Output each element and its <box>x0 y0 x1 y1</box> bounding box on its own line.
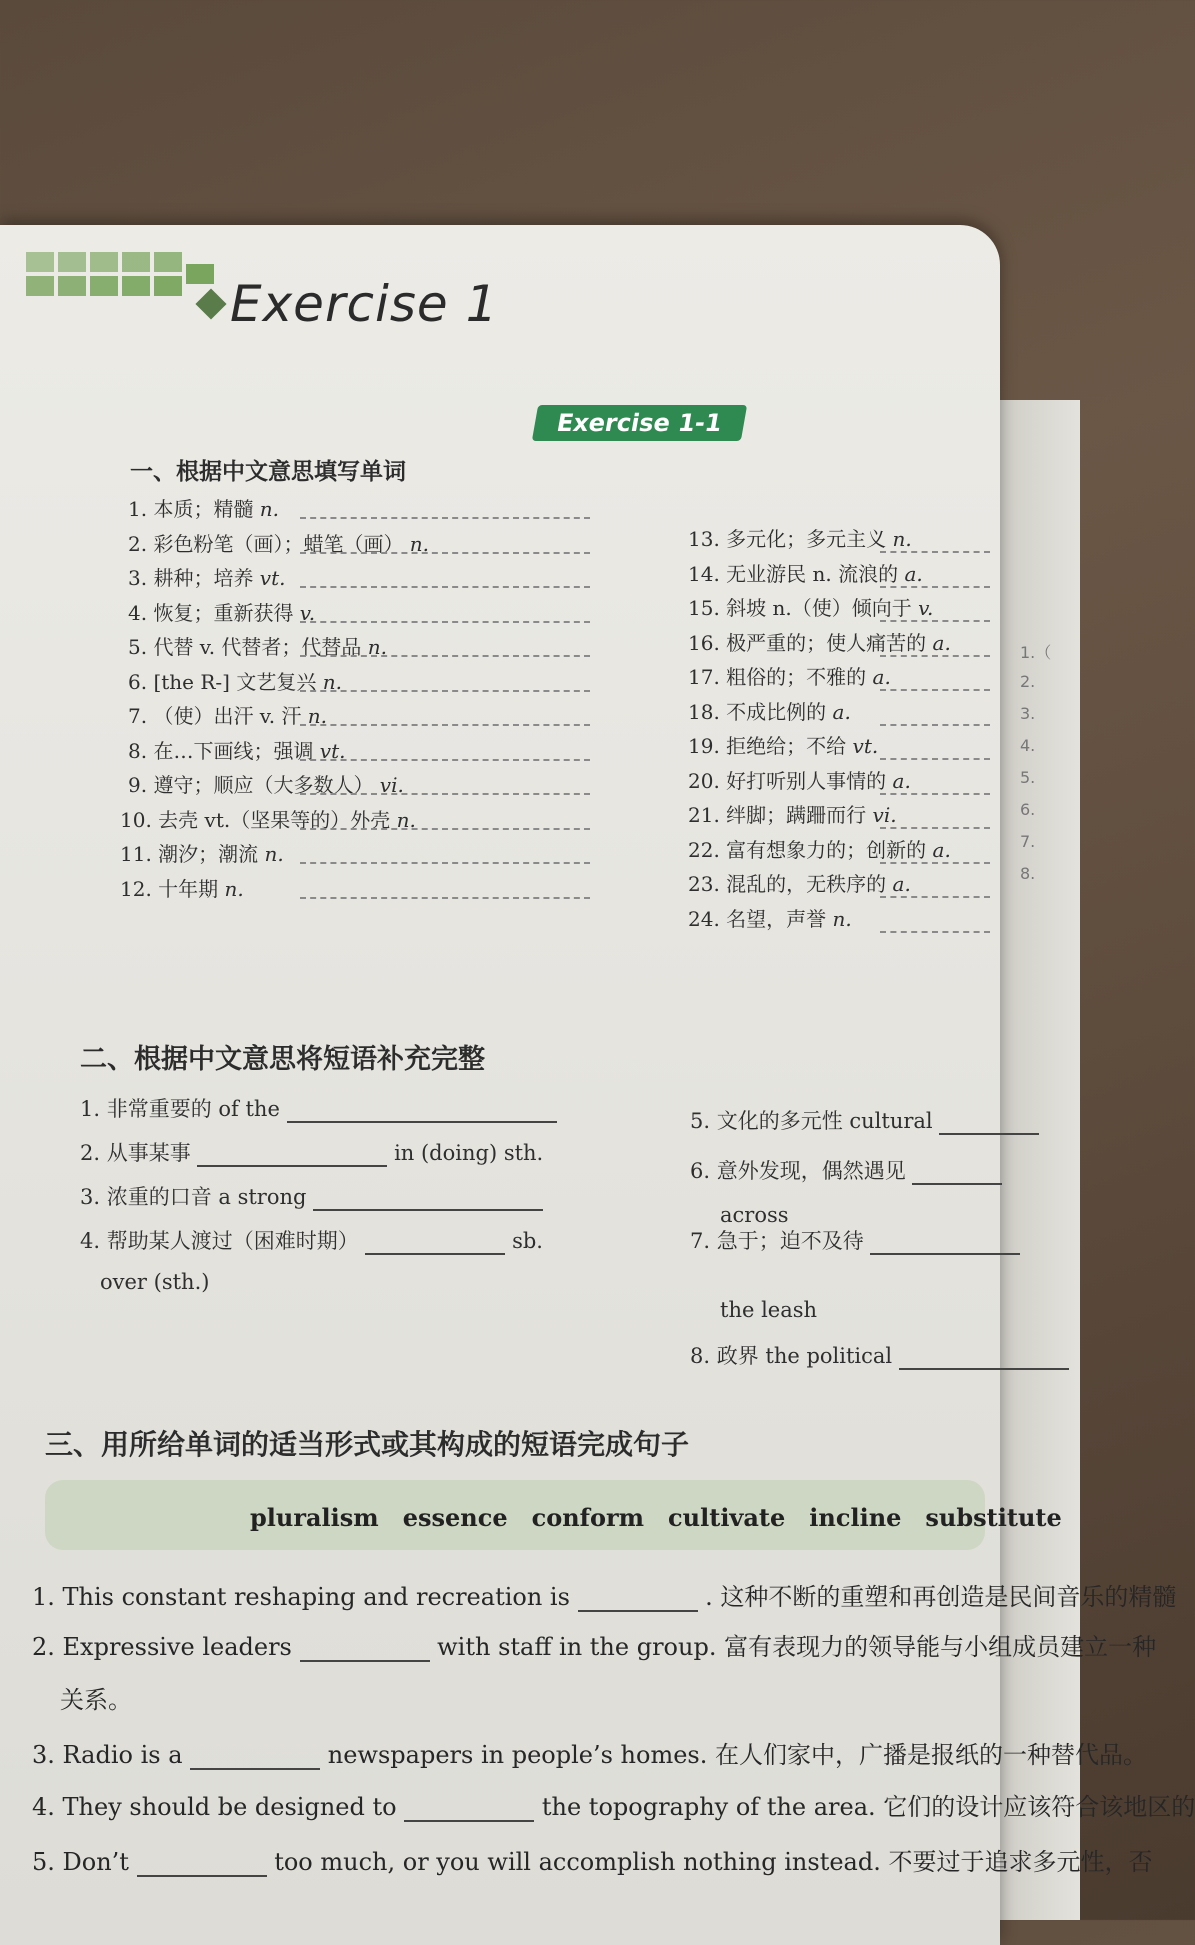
answer-blank <box>404 1794 534 1822</box>
answer-line <box>880 586 990 588</box>
part-of-speech: a. <box>932 837 951 862</box>
word-item: 10. 去壳 vt.（坚果等的）外壳 n. <box>120 807 416 832</box>
answer-blank <box>197 1145 387 1167</box>
word-item: 12. 十年期 n. <box>120 876 244 901</box>
answer-line <box>880 931 990 933</box>
word-bank-item: cultivate <box>668 1503 786 1532</box>
word-bank-item: incline <box>809 1503 902 1532</box>
word-item: 14. 无业游民 n. 流浪的 a. <box>688 561 923 586</box>
phrase-item: 6. 意外发现，偶然遇见 <box>690 1155 1002 1185</box>
answer-blank <box>365 1233 505 1255</box>
square-1 <box>58 252 86 272</box>
side-item-number: 8. <box>1020 864 1036 883</box>
word-item: 21. 绊脚；蹒跚而行 vi. <box>688 803 897 827</box>
word-item: 24. 名望，声誉 n. <box>688 906 852 931</box>
word-item: 15. 斜坡 n.（使）倾向于 v. <box>688 596 934 620</box>
answer-blank <box>287 1101 557 1123</box>
answer-line <box>300 828 590 830</box>
part-of-speech: a. <box>892 768 911 793</box>
side-item-number: 4. <box>1020 736 1036 755</box>
word-item: 2. 彩色粉笔（画）；蜡笔（画） n. <box>128 531 430 556</box>
answer-blank <box>912 1163 1002 1185</box>
side-item-number: 3. <box>1020 704 1036 723</box>
answer-blank <box>190 1742 320 1770</box>
answer-blank <box>578 1584 698 1612</box>
part-of-speech: n. <box>409 531 430 556</box>
answer-line <box>880 724 990 726</box>
part-of-speech: n. <box>224 876 244 901</box>
part-of-speech: n. <box>832 906 852 931</box>
part-of-speech: a. <box>904 561 923 586</box>
answer-blank <box>313 1189 543 1211</box>
answer-line <box>880 620 990 622</box>
part-of-speech: n. <box>367 635 388 659</box>
word-item: 17. 粗俗的；不雅的 a. <box>688 665 891 689</box>
answer-line <box>300 517 590 519</box>
sentence-tail: . 这种不断的重塑和再创造是民间音乐的精髓 <box>697 1583 1177 1611</box>
phrase-item: 7. 急于；迫不及待 <box>690 1225 1020 1255</box>
square-10 <box>186 264 214 284</box>
phrase-continuation: across <box>720 1203 789 1227</box>
phrase-continuation: the leash <box>720 1298 818 1322</box>
part-of-speech: v. <box>918 596 934 620</box>
answer-line <box>300 586 590 588</box>
sentence-tail: too much, or you will accomplish nothing instead. 不要过于追求多元性，否 <box>266 1848 1153 1876</box>
side-item-number: 2. <box>1020 672 1036 691</box>
part-of-speech: vt. <box>259 566 286 590</box>
word-item: 18. 不成比例的 a. <box>688 699 851 724</box>
phrase-item: 5. 文化的多元性 cultural <box>690 1105 1039 1135</box>
part-of-speech: n. <box>259 497 280 521</box>
answer-line <box>880 689 990 691</box>
part-of-speech: n. <box>396 807 416 832</box>
word-item: 16. 极严重的；使人痛苦的 a. <box>688 630 951 655</box>
part-of-speech: a. <box>832 699 851 724</box>
part-of-speech: n. <box>322 669 342 694</box>
part-of-speech: a. <box>932 630 951 655</box>
section3-heading: 三、用所给单词的适当形式或其构成的短语完成句子 <box>45 1428 690 1461</box>
square-9 <box>154 276 182 296</box>
sentence: 1. This constant reshaping and recreation is . 这种不断的重塑和再创造是民间音乐的精髓 <box>32 1583 1177 1611</box>
answer-line <box>300 759 590 761</box>
section1-heading: 一、根据中文意思填写单词 <box>130 459 406 485</box>
square-7 <box>90 276 118 296</box>
square-4 <box>154 252 182 272</box>
answer-line <box>880 862 990 864</box>
side-item-number: 6. <box>1020 800 1036 819</box>
sentence: 关系。 <box>60 1686 132 1714</box>
answer-line <box>880 827 990 829</box>
part-of-speech: vt. <box>852 734 879 758</box>
phrase-item: 4. 帮助某人渡过（困难时期） sb. <box>80 1229 543 1253</box>
part-of-speech: n. <box>307 704 328 728</box>
phrase-item: 3. 浓重的口音 a strong <box>80 1181 543 1211</box>
word-item: 11. 潮汐；潮流 n. <box>120 842 284 866</box>
word-item: 6. [the R-] 文艺复兴 n. <box>128 669 342 694</box>
word-item: 23. 混乱的，无秩序的 a. <box>688 872 911 896</box>
answer-line <box>880 793 990 795</box>
adjacent-page <box>1000 400 1080 1920</box>
part-of-speech: a. <box>872 665 891 689</box>
word-bank-item: pluralism <box>250 1503 379 1532</box>
answer-line <box>300 793 590 795</box>
word-item: 22. 富有想象力的；创新的 a. <box>688 837 951 862</box>
square-5 <box>26 276 54 296</box>
part-of-speech: a. <box>892 872 911 896</box>
diamond-icon <box>195 288 226 319</box>
word-item: 19. 拒绝给；不给 vt. <box>688 734 879 758</box>
phrase-tail: in (doing) sth. <box>387 1141 544 1165</box>
word-item: 8. 在…下画线；强调 vt. <box>128 738 346 763</box>
word-bank-item: conform <box>531 1503 645 1532</box>
square-2 <box>90 252 118 272</box>
word-bank <box>250 1503 1086 1532</box>
word-bank-item: substitute <box>925 1503 1062 1532</box>
word-item: 1. 本质；精髓 n. <box>128 497 280 521</box>
phrase-tail: sb. <box>505 1229 543 1253</box>
answer-line <box>300 862 590 864</box>
side-item-number: 1.（ <box>1020 643 1052 662</box>
phrase-item: 8. 政界 the political <box>690 1340 1069 1370</box>
sentence: 4. They should be designed to the topography of the area. 它们的设计应该符合该地区的 <box>32 1793 1195 1821</box>
phrase-item: 2. 从事某事 in (doing) sth. <box>80 1141 544 1165</box>
part-of-speech: vi. <box>872 803 897 827</box>
part-of-speech: v. <box>299 600 316 625</box>
sentence-tail: newspapers in people’s homes. 在人们家中，广播是报纸的一种替代品。 <box>320 1741 1147 1769</box>
exercise-badge: Exercise 1-1 <box>532 405 747 441</box>
word-item: 20. 好打听别人事情的 a. <box>688 768 911 793</box>
part-of-speech: n. <box>892 527 912 551</box>
answer-blank <box>899 1348 1069 1370</box>
phrase-continuation: over (sth.) <box>100 1270 210 1294</box>
sentence: 5. Don’t too much, or you will accomplish nothing instead. 不要过于追求多元性，否 <box>32 1848 1153 1876</box>
phrase-item: 1. 非常重要的 of the <box>80 1093 557 1123</box>
answer-line <box>300 724 590 726</box>
side-item-number: 5. <box>1020 768 1036 787</box>
word-item: 5. 代替 v. 代替者；代替品 n. <box>128 635 388 659</box>
square-8 <box>122 276 150 296</box>
answer-line <box>300 897 590 899</box>
sentence: 2. Expressive leaders with staff in the group. 富有表现力的领导能与小组成员建立一种 <box>32 1633 1157 1661</box>
answer-line <box>300 690 590 692</box>
answer-line <box>300 552 590 554</box>
answer-line <box>880 758 990 760</box>
answer-line <box>300 655 590 657</box>
part-of-speech: vi. <box>379 773 404 797</box>
sentence-tail: the topography of the area. 它们的设计应该符合该地区的 <box>534 1793 1195 1821</box>
sentence: 3. Radio is a newspapers in people’s homes. 在人们家中，广播是报纸的一种替代品。 <box>32 1741 1147 1769</box>
answer-blank <box>300 1634 430 1662</box>
part-of-speech: vt. <box>319 738 346 763</box>
answer-line <box>300 621 590 623</box>
answer-blank <box>137 1849 267 1877</box>
word-item: 13. 多元化；多元主义 n. <box>688 527 912 551</box>
side-item-number: 7. <box>1020 832 1036 851</box>
sentence-tail: with staff in the group. 富有表现力的领导能与小组成员建立一种 <box>429 1633 1157 1661</box>
section2-heading: 二、根据中文意思将短语补充完整 <box>80 1044 485 1075</box>
square-0 <box>26 252 54 272</box>
part-of-speech: n. <box>264 842 284 866</box>
workbook-page <box>0 225 1195 1945</box>
word-item: 4. 恢复；重新获得 v. <box>128 600 316 625</box>
answer-line <box>880 655 990 657</box>
answer-line <box>880 896 990 898</box>
word-item: 3. 耕种；培养 vt. <box>128 566 286 590</box>
square-6 <box>58 276 86 296</box>
page-title: Exercise 1 <box>230 275 499 333</box>
answer-line <box>880 551 990 553</box>
answer-blank <box>939 1113 1039 1135</box>
word-item: 7. （使）出汗 v. 汗 n. <box>128 704 328 728</box>
word-bank-item: essence <box>402 1503 508 1532</box>
square-3 <box>122 252 150 272</box>
word-item: 9. 遵守；顺应（大多数人） vi. <box>128 773 404 797</box>
answer-blank <box>870 1233 1020 1255</box>
